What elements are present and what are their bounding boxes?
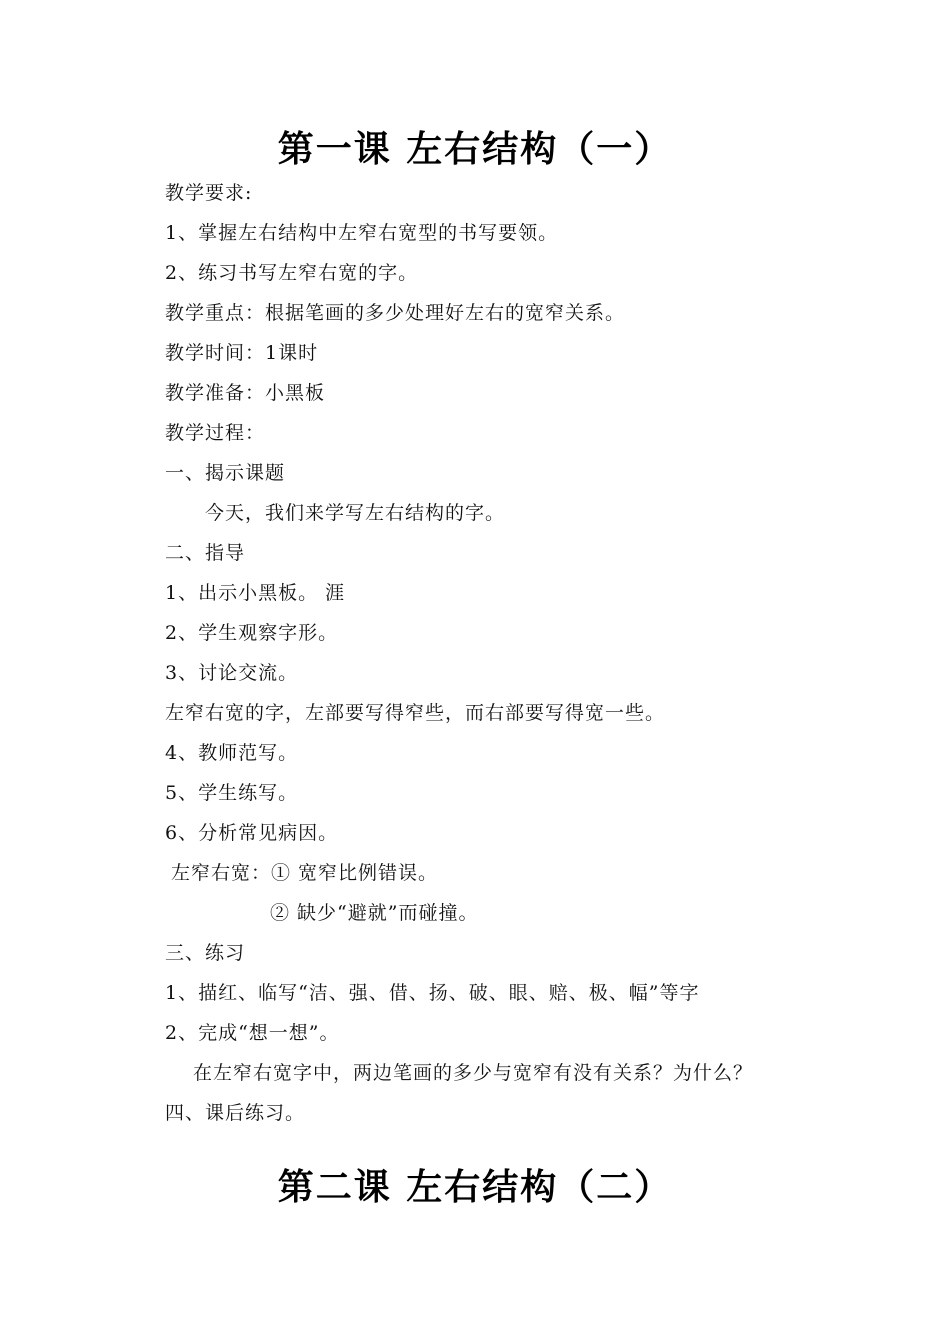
lesson-title-1: 第一课 左右结构（一） [277,129,673,170]
text-line: 教学要求: [165,182,253,204]
text-line: 5、学生练写。 [165,782,299,804]
text-line: 左窄右宽：① 宽窄比例错误。 [171,862,439,884]
text-line: 教学准备：小黑板 [165,382,326,404]
text-line: 在左窄右宽字中，两边笔画的多少与宽窄有没有关系？为什么？ [193,1062,754,1084]
section-heading: 一、揭示课题 [165,462,286,484]
text-line: 2、练习书写左窄右宽的字。 [165,262,419,284]
section-heading: 二、指导 [165,542,246,564]
text-line: 6、分析常见病因。 [165,822,339,844]
text-line: 4、教师范写。 [165,742,299,764]
text-line: 教学过程： [165,422,266,444]
text-line: 教学时间：1课时 [165,342,319,364]
section-heading: 三、练习 [165,942,246,964]
lesson-title-2: 第二课 左右结构（二） [277,1167,673,1208]
text-line: 1、掌握左右结构中左窄右宽型的书写要领。 [165,222,559,244]
text-line: 1、描红、临写“洁、强、借、扬、破、眼、赔、极、幅”等字 [165,982,700,1004]
text-line: 2、完成“想一想”。 [165,1022,340,1044]
section-heading: 四、课后练习。 [165,1102,306,1124]
text-line: 3、讨论交流。 [165,662,299,684]
text-line: 左窄右宽的字，左部要写得窄些，而右部要写得宽一些。 [165,702,666,724]
text-line: 教学重点：根据笔画的多少处理好左右的宽窄关系。 [165,302,626,324]
text-line: 1、出示小黑板。 涯 [165,582,346,604]
text-line: 2、学生观察字形。 [165,622,339,644]
text-line: 今天，我们来学写左右结构的字。 [205,502,506,524]
text-line: ② 缺少“避就”而碰撞。 [270,902,479,924]
